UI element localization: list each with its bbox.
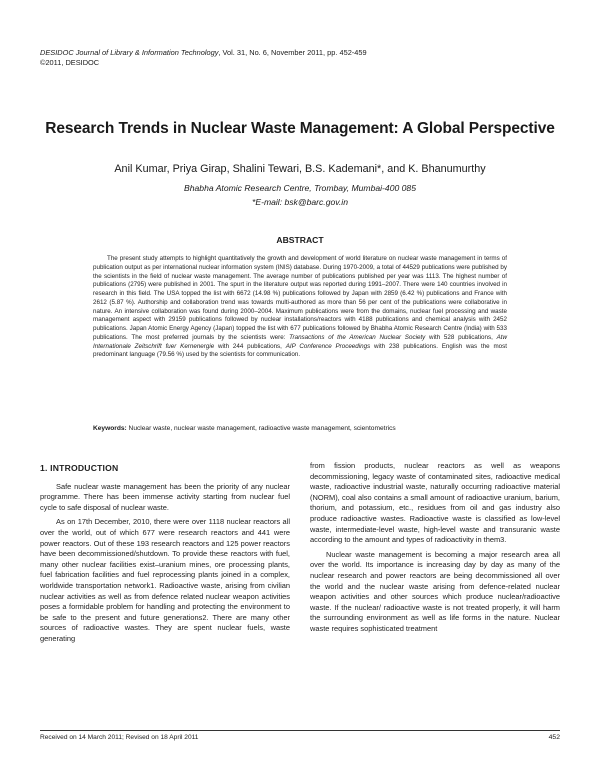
- abstract-heading: ABSTRACT: [276, 235, 324, 245]
- journal-title: Atw Internationale Zeitschrift fuer Kernenergie: [93, 333, 507, 350]
- author-list: Anil Kumar, Priya Girap, Shalini Tewari, B.S. Kademani*, and K. Bhanumurthy: [114, 163, 486, 175]
- keywords-label: Keywords:: [93, 425, 127, 432]
- journal-title: AIP Conference Proceedings: [285, 342, 371, 350]
- citation-details: , Vol. 31, No. 6, November 2011, pp. 452-459: [218, 48, 367, 57]
- paper-title: Research Trends in Nuclear Waste Management: A Global Perspective: [45, 120, 555, 137]
- journal-name: DESIDOC Journal of Library & Information Technology: [40, 48, 219, 57]
- journal-citation: [40, 48, 367, 58]
- abstract-text: with 528 publications,: [425, 333, 497, 341]
- body-paragraph: As on 17th December, 2010, there were over 1118 nuclear reactors all over the world, out of which 677 were research reactors and 441 were power reactors. Out of these 193 research reactors and 125 power reactors have been decommissioned/shutdown. To provide these reactors with fuel, many other nuclear facilities exist–uranium mines, ore processing plants, fuel fabrication facilities and fuel reprocessing plants joined in a complex, worldwide transportation network1. Radioactive waste, arising from civilian nuclear activities as well as from defence related nuclear weapon activities poses a formidable problem for handling and protecting the environment to be safe to the present and future generations2. There are many other sources of radioactive wastes. They are spent nuclear fuels, waste generating: [40, 517, 290, 643]
- abstract-text: with 238 publications. English was the most predominant language (79.56 %) used by the scientists for communication.: [93, 342, 507, 359]
- journal-title: Transactions of the American Nuclear Society: [289, 333, 426, 341]
- abstract-text: with 244 publications,: [214, 342, 286, 350]
- page-number: 452: [548, 734, 560, 741]
- keywords-value: Nuclear waste, nuclear waste management, radioactive waste management, scientometrics: [126, 425, 396, 432]
- keywords: [93, 425, 507, 432]
- copyright: ©2011, DESIDOC: [40, 58, 100, 67]
- affiliation: Bhabha Atomic Research Centre, Trombay, Mumbai-400 085: [184, 183, 416, 193]
- body-paragraph: from fission products, nuclear reactors as well as weapons decommissioning, legacy waste of contaminated sites, radioactive medical waste, radioactive industrial waste, naturally occurring radioactive material (NORM), coal also contains a small amount of radioactive uranium, barium, thorium, and potassium, etc., residues from oil and gas industry also produce radioactive wastes. Radioactive waste is classified as low-level waste, intermediate-level waste, high-level waste and transuranic waste according to the amount and types of radioactivity in them3.: [310, 461, 560, 545]
- abstract-paragraph: [93, 255, 507, 360]
- section-heading: 1. INTRODUCTION: [40, 463, 119, 473]
- footer-divider: [40, 730, 560, 731]
- corresponding-email: *E-mail: bsk@barc.gov.in: [252, 197, 348, 207]
- body-paragraph: Nuclear waste management is becoming a major research area all over the world. Its importance is increasing day by day as many of the nuclear research and power reactors are being decommissioned all over the world and the nuclear waste arising from defence-related nuclear weapon activities and other sources which produce nuclear/radioactive waste. If the nuclear/ radioactive waste is not treated properly, it will harm the surrounding environment as well as life forms in the nature. Nuclear waste requires sophisticated treatment: [310, 549, 560, 633]
- right-column: [310, 461, 560, 639]
- left-column: [40, 461, 290, 649]
- abstract-text: The present study attempts to highlight quantitatively the growth and development of world literature on nuclear waste management in terms of publication output as per international nuclear information system (INIS) database. During 1970-2009, a total of 44529 publications were published by the scientists in the field of nuclear waste management. The average number of publications published per year was 1113. The highest number of publications (2795) were published in 2001. The spurt in the literature output was reported during 1991–2007. There were 140 countries involved in research in this field. The USA topped the list with 6672 (14.98 %) publications followed by Japan with 2859 (6.42 %) publications and France with 2612 (5.87 %). Authorship and collaboration trend was towards multi-authored as more than 56 per cent of the publications were collaborative in nature. An intensive collaboration was found during 2000–2004. Maximum publications were from the domains, nuclear fuel processing and waste management aspect with 29159 publications followed by nuclear installations/reactors with 4188 publications and chemical analysis with 2452 publications. Japan Atomic Energy Agency (Japan) topped the list with 677 publications followed by Bhabha Atomic Research Centre (India) with 533 publications. The most preferred journals by the scientists were:: [93, 255, 507, 341]
- abstract-body: [93, 255, 507, 360]
- body-paragraph: Safe nuclear waste management has been the priority of any nuclear programme. There has been immense activity starting from nuclear fuel cycle to safe disposal of nuclear waste.: [40, 481, 290, 512]
- received-dates: Received on 14 March 2011; Revised on 18 April 2011: [40, 734, 199, 741]
